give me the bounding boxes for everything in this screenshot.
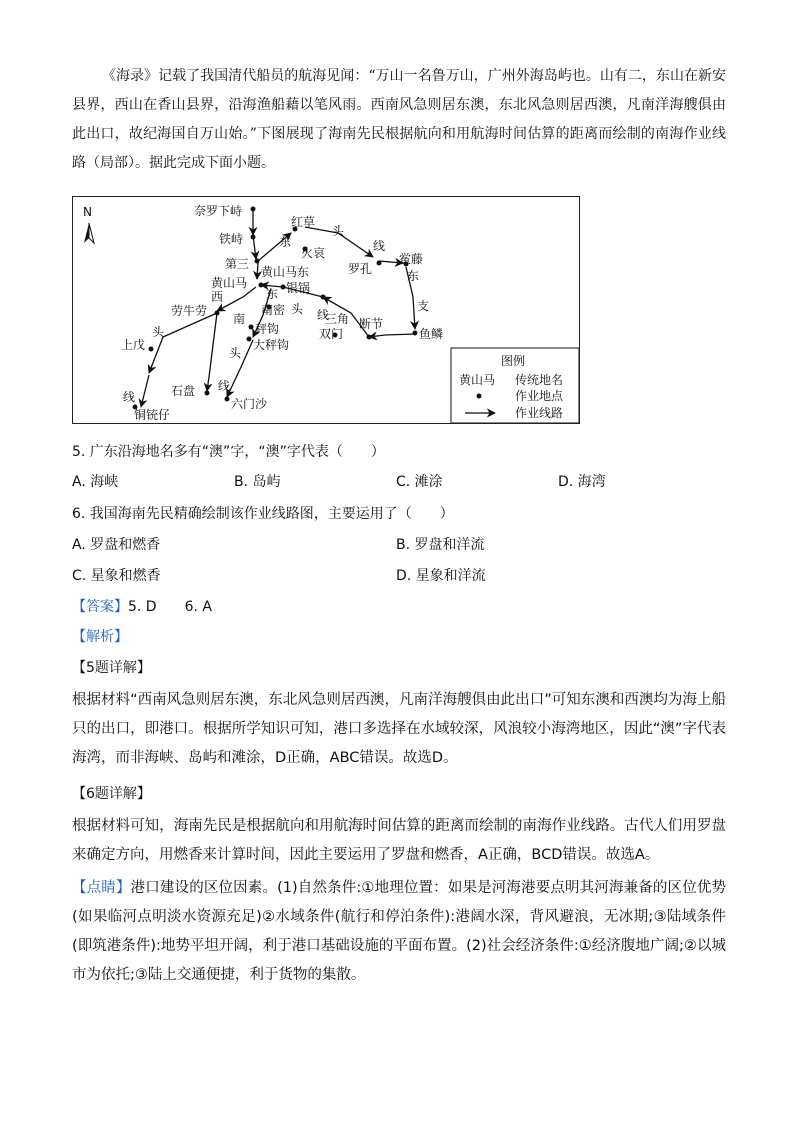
tip-label: 【点睛】	[72, 880, 131, 896]
route-char: 头	[229, 346, 242, 360]
route-char: 支	[417, 299, 430, 313]
detail5-label: 【5题详解】	[72, 660, 151, 676]
q6-stem: 6. 我国海南先民精确绘制该作业线路图，主要运用了（ ）	[72, 506, 454, 522]
detail5-text: 根据材料“西南风急则居东澳，东北风急则居西澳，凡南洋海艘俱由此出口”可知东澳和西澳均为海上船只的出口，即港口。根据所学知识可知，港口多选择在水域较深，风浪较小海湾地区，因此“澳”字代表海湾，而非海峡、岛屿和滩涂，D正确，ABC错误。故选D。	[72, 692, 726, 766]
place-laoniulao: 劳牛劳	[171, 304, 208, 318]
place-huangshanmadong: 黄山马东	[261, 265, 310, 279]
place-liumensha: 六门沙	[231, 397, 268, 411]
q6-option-c: C. 星象和燃香	[72, 568, 161, 584]
route-char: 头	[332, 224, 345, 238]
place-chenggou: 秤钩	[255, 322, 280, 336]
route-char: 头	[152, 325, 165, 339]
place-shuangmen: 双门	[319, 327, 344, 341]
place-disan: 第三	[225, 257, 250, 271]
route-char: 南	[233, 312, 246, 326]
place-yulin: 鱼鳞	[419, 327, 444, 341]
route-char: 东	[407, 269, 420, 283]
q5-option-d: D. 海湾	[558, 474, 606, 490]
place-tongchongzai: 铜铳仔	[134, 408, 171, 422]
detail6-label: 【6题详解】	[72, 786, 151, 802]
tip-paragraph	[72, 874, 726, 990]
route-map	[72, 196, 580, 424]
route-char: 东	[266, 287, 279, 301]
legend-name-desc: 传统地名	[515, 373, 564, 387]
answer-line	[72, 595, 212, 619]
place-houteng: 鲎藤	[399, 252, 424, 266]
q6-option-a: A. 罗盘和燃香	[72, 537, 161, 553]
legend-point-desc: 作业地点	[515, 389, 564, 403]
place-dachenggou: 大秤钩	[253, 338, 290, 352]
tip-text: 港口建设的区位因素。(1)自然条件:①地理位置：如果是河海港要点明其河海兼备的区位优势(如果临河点明淡水资源充足)②水域条件(航行和停泊条件):港阔水深，背风避浪，无冰期;③陆域条件(即筑港条件):地势平坦开阔，利于港口基础设施的平面布置。(2)社会经济条件:①经济腹地广阔;②以城市为依托;③陆上交通便捷，利于货物的集散。	[72, 880, 727, 983]
q5-option-a: A. 海峡	[72, 474, 119, 490]
place-luokong: 罗孔	[348, 262, 373, 276]
route-char: 东	[279, 235, 292, 249]
route-char: 线	[317, 308, 330, 322]
place-naluoxiazhi: 奈罗下峙	[194, 204, 243, 218]
place-yinguo: 银锅	[286, 281, 311, 295]
legend-title: 图例	[501, 354, 526, 368]
q6-option-b: B. 罗盘和洋流	[396, 537, 485, 553]
route-char: 线	[123, 390, 136, 404]
map-legend	[451, 348, 579, 423]
place-huangshanma: 黄山马	[211, 276, 248, 290]
answer-label: 【答案】	[72, 599, 128, 615]
place-nanmi: 南密	[261, 303, 286, 317]
route-char: 头	[291, 302, 304, 316]
place-tiezhi: 铁峙	[219, 232, 244, 246]
route-char: 线	[218, 379, 231, 393]
route-map-svg	[73, 197, 579, 423]
intro-paragraph: 《海录》记载了我国清代船员的航海见闻：“万山一名鲁万山，广州外海岛屿也。山有二，东山在新安县界，西山在香山县界，沿海渔船藉以笔风雨。西南风急则居东澳，东北风急则居西澳，凡南洋海艘俱由此出口，故纪海国自万山始。”下图展现了海南先民根据航向和用航海时间估算的距离而绘制的南海作业线路（局部）。据此完成下面小题。	[72, 68, 726, 171]
legend-point-icon	[477, 394, 482, 399]
legend-sample-name: 黄山马	[459, 373, 496, 387]
q5-option-b: B. 岛屿	[234, 474, 281, 490]
north-arrow-icon	[83, 205, 94, 243]
q5-option-c: C. 滩涂	[396, 474, 443, 490]
place-huoai: 火哀	[301, 246, 326, 260]
answer-text: 5. D 6. A	[128, 599, 212, 615]
route-char: 线	[373, 239, 386, 253]
place-duanjie: 断节	[359, 317, 384, 331]
analysis-label: 【解析】	[72, 629, 128, 645]
q6-option-d: D. 星象和洋流	[396, 568, 486, 584]
place-shangwu: 上戊	[121, 338, 146, 352]
legend-route-desc: 作业线路	[515, 406, 564, 420]
route-char: 西	[211, 290, 224, 304]
north-label: N	[83, 205, 92, 219]
place-shipan: 石盘	[171, 384, 196, 398]
detail6-text: 根据材料可知，海南先民是根据航向和用航海时间估算的距离而绘制的南海作业线路。古代人们用罗盘来确定方向，用燃香来计算时间，因此主要运用了罗盘和燃香，A正确，BCD错误。故选A。	[72, 818, 726, 863]
place-sanjiao: 三角	[325, 312, 350, 326]
place-hongcao: 红草	[291, 215, 316, 229]
q5-stem: 5. 广东沿海地名多有“澳”字，“澳”字代表（ ）	[72, 444, 385, 460]
